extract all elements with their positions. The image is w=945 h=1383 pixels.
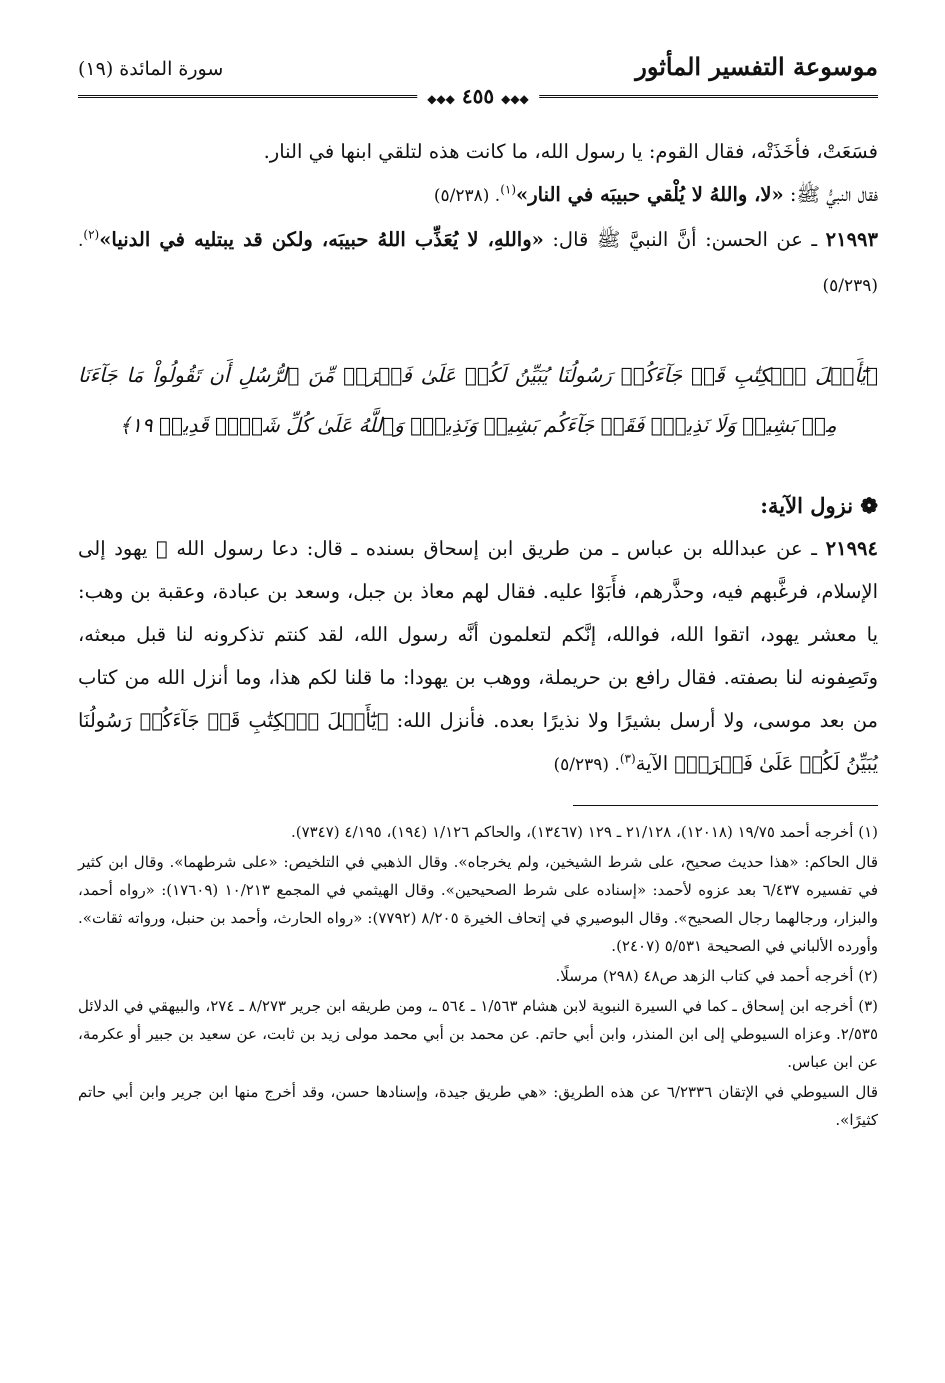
footnote: (٢) أخرجه أحمد في كتاب الزهد ص٤٨ (٢٩٨) مرسلًا. (555, 967, 878, 985)
text-run: ـ عن الحسن: أنَّ النبيَّ ﷺ قال: (543, 228, 826, 251)
text-run: ـ عن عبدالله بن عباس ـ من طريق ابن إسحاق بسنده ـ قال: دعا رسول الله ﷺ يهود إلى الإسلام، فرغَّبهم فيه، وحذَّرهم، فأَبَوْا عليه. فقال لهم معاذ بن جبل، وسعد بن عبادة، وعقبة بن وهب: يا معشر يهود، اتقوا الله، فوالله، إنَّكم لتعلمون أنَّه رسول الله، لقد كنتم تذكرونه لنا قبل مبعثه، وتَصِفونه لنا بصفته. فقال رافع بن حريملة، ووهب بن يهودا: ما قلنا لكم هذا، وما أنزل الله من كتاب من بعد موسى، ولا أرسل بشيرًا ولا نذيرًا بعده. فأنزل الله: ﴿يَٰٓأَهۡلَ ٱلۡكِتَٰبِ قَدۡ جَآءَكُمۡ رَسُولُنَا يُبَيِّنُ لَكُمۡ عَلَىٰ فَتۡرَةٖ﴾ الآية (78, 537, 878, 775)
hadith-number: ٢١٩٩٣ (825, 228, 879, 251)
volume-reference: . (٥/٢٣٨) (433, 186, 501, 206)
page-header (78, 52, 878, 108)
main-text (78, 130, 878, 787)
footnote: قال الحاكم: «هذا حديث صحيح، على شرط الشيخين، ولم يخرجاه». وقال الذهبي في التلخيص: «على شرطهما». وقال ابن كثير في تفسيره ٦/٤٣٧ بعد عزوه لأحمد: «إسناده على شرط الصحيحين». وقال الهيثمي في المجمع ١٠/٢١٣ (١٧٦٠٩): «رواه أحمد، والبزار، ورجالهما رجال الصحيح». وقال البوصيري في إتحاف الخيرة ٨/٢٠٥ (٧٧٩٢): «رواه الحارث، وأحمد بن حنبل، ورواته ثقات». وأورده الألباني في الصحيحة ٥/٥٣١ (٢٤٠٧). (78, 853, 878, 955)
paragraph (78, 130, 878, 173)
section-heading: ❁ نزول الآية: (760, 493, 878, 518)
footnote: قال السيوطي في الإتقان ٦/٢٣٣٦ عن هذه الطريق: «هي طريق جيدة، وإسنادها حسن، وقد أخرج منها ابن جرير وابن أبي حاتم كثيرًا». (78, 1083, 878, 1129)
book-title: موسوعة التفسير المأثور (635, 52, 878, 81)
footnote-marker: (٢) (83, 227, 100, 242)
hadith-21994 (78, 527, 878, 787)
footnotes (78, 818, 878, 1134)
ornament-right: ◆◆◆ (501, 92, 529, 106)
page-number-block (417, 84, 539, 108)
footnote-marker: (١) (500, 182, 517, 197)
document-page (78, 52, 878, 1362)
hadith-quote: «لا، واللهُ لا يُلْقي حبيبَه في النار» (516, 183, 784, 206)
volume-reference: . (٥/٢٣٩) (78, 231, 878, 296)
text-line: فسَعَتْ، فأخَذَتْه، فقال القوم: يا رسول الله، ما كانت هذه لتلقي ابنها في النار. (263, 140, 878, 163)
hadith-21993 (78, 218, 878, 308)
quran-verse: ﴿يَٰٓأَهۡلَ ٱلۡكِتَٰبِ قَدۡ جَآءَكُمۡ رَسُولُنَا يُبَيِّنُ لَكُمۡ عَلَىٰ فَتۡرَةٖ مِّنَ ٱلرُّسُلِ أَن تَقُولُواْ مَا جَآءَنَا مِنۢ بَشِيرٖ وَلَا نَذِيرٖۖ فَقَدۡ جَآءَكُم بَشِيرٞ وَنَذِيرٞۗ وَٱللَّهُ عَلَىٰ كُلِّ شَيۡءٖ قَدِيرٞ ١٩﴾ (78, 363, 878, 437)
text-run: فقال النبيُّ ﷺ: (783, 183, 878, 206)
hadith-quote: «واللهِ، لا يُعَذِّب اللهُ حبيبَه، ولكن قد يبتليه في الدنيا» (99, 228, 544, 251)
volume-reference: . (٥/٢٣٩) (553, 755, 620, 775)
paragraph (78, 173, 878, 218)
footnote: (٣) أخرجه ابن إسحاق ـ كما في السيرة النبوية لابن هشام ١/٥٦٣ ـ ٥٦٤ ـ، ومن طريقه ابن جرير ٨/٢٧٣ ـ ٢٧٤، والبيهقي في الدلائل ٢/٥٣٥. وعزاه السيوطي إلى ابن المنذر، وابن أبي حاتم. عن محمد بن أبي محمد مولى زيد بن ثابت، عن سعيد بن جبير أو عكرمة، عن ابن عباس. (78, 997, 878, 1071)
ornament-left: ◆◆◆ (427, 92, 455, 106)
footnote-marker: (٣) (619, 751, 636, 766)
page-number: ٤٥٥ (461, 84, 495, 108)
footnote: (١) أخرجه أحمد ١٩/٧٥ (١٢٠١٨)، ٢١/١٢٨ ـ ١٢٩ (١٣٤٦٧)، والحاكم ١/١٢٦ (١٩٤)، ٤/١٩٥ (٧٣٤٧). (290, 823, 878, 841)
hadith-number: ٢١٩٩٤ (825, 537, 878, 560)
footnote-separator (573, 805, 878, 806)
surah-label: سورة المائدة (١٩) (78, 58, 224, 80)
